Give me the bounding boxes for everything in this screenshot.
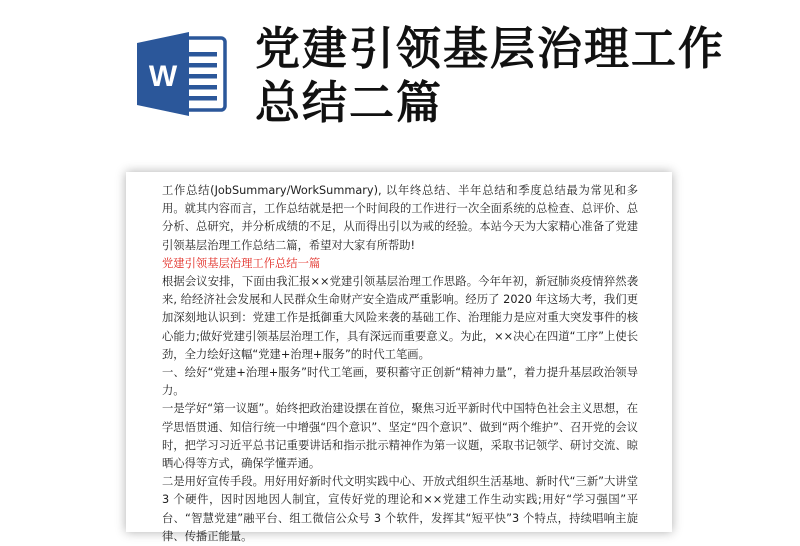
body-paragraph: 一是学好“第一议题”。始终把政治建设摆在首位，聚焦习近平新时代中国特色社会主义思想，在学思悟贯通、知信行统一中增强“四个意识”、坚定“四个意识”、做到“两个维护”、召开党的会议时，把学习习近平总书记重要讲话和指示批示精神作为第一议题，采取书记领学、研讨交流、晾晒心得等方式，确保学懂弄通。: [162, 402, 638, 471]
header: [0, 0, 800, 165]
document-page: [126, 172, 672, 543]
body-paragraph: 一、绘好“党建+治理+服务”时代工笔画，要积蓄守正创新“精神力量”，着力提升基层政治领导力。: [162, 366, 638, 398]
body-paragraph: 二是用好宣传手段。用好用好新时代文明实践中心、开放式组织生活基地、新时代“三新”大讲堂 3 个硬件，因时因地因人制宜，宣传好党的理论和××党建工作生动实践;用好“学习强国”平台、“智慧党建”融平台、组工微信公众号 3 个软件，发挥其“短平快”3 个特点，持续唱响主旋律、传播正能量。: [162, 475, 638, 543]
word-doc-icon: [133, 30, 229, 118]
document-body: [162, 182, 638, 546]
body-paragraph: 根据会议安排，下面由我汇报××党建引领基层治理工作思路。今年年初，新冠肺炎疫情猝然袭来, 给经济社会发展和人民群众生命财产安全造成严重影响。经历了 2020 年这场大考，我们更加深刻地认识到：党建工作是抵御重大风险来袭的基础工作、治理能力是应对重大突发事件的核心能力;做好党建引领基层治理工作，具有深远而重要意义。为此，××决心在四道“工序”上使长劲，全力绘好这幅“党建+治理+服务”的时代工笔画。: [162, 275, 638, 361]
page-title: 党建引领基层治理工作总结二篇: [255, 22, 726, 129]
word-icon-letter: W: [148, 60, 178, 93]
intro-paragraph: 工作总结(JobSummary/WorkSummary), 以年终总结、半年总结和季度总结最为常见和多用。就其内容而言，工作总结就是把一个时间段的工作进行一次全面系统的总检查、总评价、总分析、总研究，并分析成绩的不足，从而得出引以为戒的经验。本站今天为大家精心准备了党建引领基层治理工作总结二篇，希望对大家有所帮助!: [162, 184, 638, 252]
section-heading: 党建引领基层治理工作总结一篇: [162, 256, 321, 270]
document-preview: [118, 166, 684, 543]
